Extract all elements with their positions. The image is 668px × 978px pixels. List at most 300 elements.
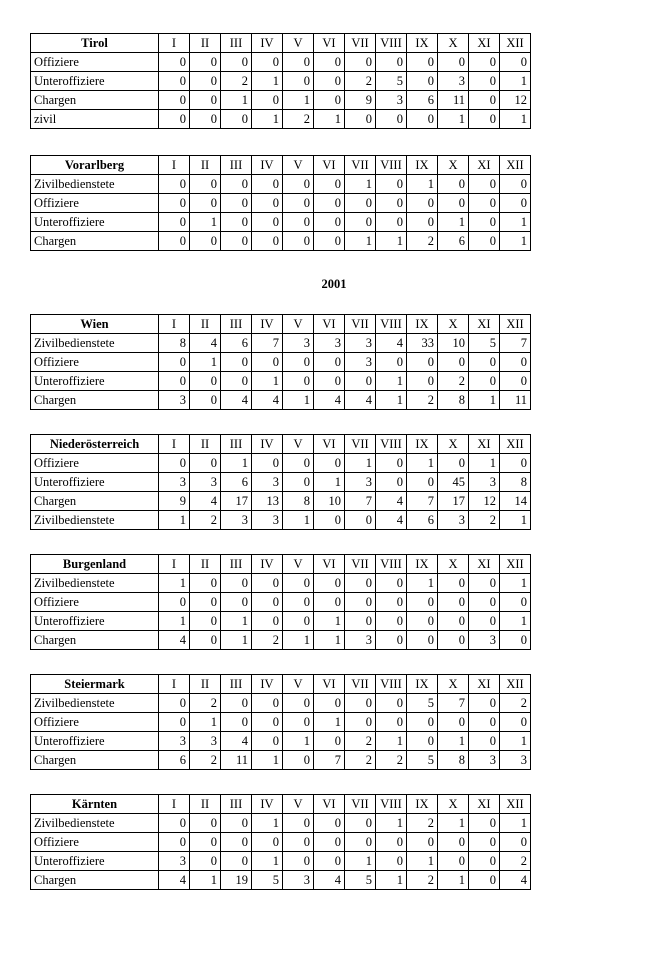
table-cell: 1 [314,473,345,492]
table-cell: 0 [221,213,252,232]
table-header-row [31,315,531,334]
month-header: X [438,34,469,53]
table-cell: 0 [190,391,221,410]
month-header: III [221,435,252,454]
table-row [31,732,531,751]
table-cell: 3 [159,732,190,751]
table-cell: 0 [159,53,190,72]
table-cell: 3 [376,91,407,110]
table-cell: 1 [438,732,469,751]
month-header: III [221,555,252,574]
table-cell: 0 [314,175,345,194]
table-cell: 1 [500,814,531,833]
table-cell: 2 [407,814,438,833]
table-cell: 1 [252,372,283,391]
table-cell: 0 [221,194,252,213]
table-cell: 1 [283,732,314,751]
table-cell: 0 [345,53,376,72]
table-cell: 5 [376,72,407,91]
table-cell: 1 [407,454,438,473]
month-header: XI [469,34,500,53]
table-cell: 0 [469,372,500,391]
table-cell: 7 [252,334,283,353]
month-header: VI [314,315,345,334]
month-header: VIII [376,435,407,454]
table-cell: 0 [159,454,190,473]
table-cell: 0 [345,593,376,612]
table-cell: 0 [376,574,407,593]
table-cell: 0 [159,713,190,732]
table-cell: 0 [159,91,190,110]
table-cell: 5 [469,334,500,353]
table-cell: 7 [345,492,376,511]
table-cell: 6 [407,511,438,530]
table-cell: 0 [283,175,314,194]
table-cell: 0 [221,593,252,612]
table-row [31,175,531,194]
table-cell: 3 [469,473,500,492]
table-header-row [31,156,531,175]
row-label: Offiziere [31,593,159,612]
table-cell: 14 [500,492,531,511]
month-header: VII [345,435,376,454]
table-cell: 3 [190,732,221,751]
month-header: XII [500,34,531,53]
table-cell: 2 [190,694,221,713]
month-header: XI [469,315,500,334]
table-cell: 0 [469,833,500,852]
table-cell: 0 [252,694,283,713]
table-cell: 0 [376,593,407,612]
table-cell: 0 [438,194,469,213]
table-cell: 0 [438,53,469,72]
table-cell: 7 [438,694,469,713]
table-cell: 3 [159,391,190,410]
table-cell: 0 [376,631,407,650]
table-cell: 2 [345,72,376,91]
month-header: IV [252,435,283,454]
table-cell: 0 [407,194,438,213]
table-cell: 0 [469,732,500,751]
table-cell: 3 [252,473,283,492]
table-cell: 1 [283,631,314,650]
table-cell: 0 [500,454,531,473]
table-cell: 0 [221,53,252,72]
table-cell: 1 [190,713,221,732]
table-cell: 3 [283,871,314,890]
table-cell: 11 [438,91,469,110]
table-cell: 0 [376,110,407,129]
month-header: X [438,156,469,175]
table-cell: 3 [190,473,221,492]
month-header: III [221,315,252,334]
table-cell: 0 [190,175,221,194]
table-cell: 0 [500,593,531,612]
table-cell: 6 [159,751,190,770]
table-cell: 1 [407,852,438,871]
table-cell: 1 [252,814,283,833]
table-cell: 0 [438,593,469,612]
month-header: V [283,435,314,454]
table-cell: 1 [190,871,221,890]
month-header: IV [252,34,283,53]
table-cell: 0 [283,72,314,91]
month-header: VII [345,675,376,694]
region-table [30,155,531,251]
table-row [31,473,531,492]
table-cell: 0 [252,454,283,473]
table-cell: 1 [314,110,345,129]
table-cell: 4 [314,871,345,890]
month-header: III [221,34,252,53]
month-header: IX [407,675,438,694]
table-cell: 0 [314,213,345,232]
table-cell: 3 [314,334,345,353]
month-header: XI [469,795,500,814]
region-name: Steiermark [31,675,159,694]
table-cell: 0 [190,454,221,473]
table-cell: 1 [500,612,531,631]
table-cell: 0 [469,175,500,194]
table-cell: 0 [345,213,376,232]
table-cell: 1 [190,213,221,232]
month-header: II [190,555,221,574]
table-cell: 0 [407,72,438,91]
table-row [31,814,531,833]
table-cell: 0 [283,353,314,372]
table-cell: 0 [190,110,221,129]
table-cell: 0 [283,814,314,833]
row-label: Unteroffiziere [31,473,159,492]
table-cell: 0 [252,91,283,110]
row-label: Chargen [31,871,159,890]
table-cell: 3 [345,353,376,372]
table-cell: 0 [283,213,314,232]
table-cell: 1 [345,852,376,871]
table-cell: 2 [283,110,314,129]
table-cell: 8 [283,492,314,511]
month-header: X [438,795,469,814]
month-header: XII [500,315,531,334]
table-cell: 1 [159,574,190,593]
table-row [31,110,531,129]
region-table [30,794,531,890]
table-cell: 0 [221,232,252,251]
table-cell: 3 [345,473,376,492]
table-cell: 0 [407,593,438,612]
month-header: IV [252,795,283,814]
month-header: XII [500,435,531,454]
table-cell: 9 [345,91,376,110]
table-cell: 3 [469,631,500,650]
table-cell: 0 [159,175,190,194]
month-header: I [159,555,190,574]
table-row [31,353,531,372]
table-cell: 0 [407,53,438,72]
table-row [31,213,531,232]
table-cell: 0 [469,871,500,890]
region-table [30,33,531,129]
table-cell: 0 [376,612,407,631]
table-cell: 1 [345,175,376,194]
table-cell: 0 [438,833,469,852]
table-cell: 0 [252,612,283,631]
row-label: Chargen [31,232,159,251]
month-header: XII [500,795,531,814]
month-header: VIII [376,156,407,175]
table-cell: 0 [345,110,376,129]
table-cell: 4 [376,511,407,530]
month-header: III [221,675,252,694]
table-cell: 0 [438,612,469,631]
table-cell: 0 [283,713,314,732]
month-header: IV [252,156,283,175]
table-cell: 0 [500,53,531,72]
month-header: XI [469,156,500,175]
table-row [31,871,531,890]
table-cell: 0 [221,175,252,194]
row-label: Chargen [31,492,159,511]
table-row [31,72,531,91]
table-cell: 0 [469,110,500,129]
table-cell: 0 [221,372,252,391]
table-cell: 0 [221,110,252,129]
table-header-row [31,555,531,574]
table-cell: 1 [438,213,469,232]
table-header-row [31,675,531,694]
table-cell: 0 [376,852,407,871]
table-cell: 0 [407,213,438,232]
table-cell: 0 [314,454,345,473]
table-cell: 0 [376,473,407,492]
table-cell: 0 [407,110,438,129]
table-cell: 0 [190,372,221,391]
table-cell: 4 [221,732,252,751]
month-header: XI [469,435,500,454]
table-cell: 2 [221,72,252,91]
row-label: Zivilbedienstete [31,334,159,353]
table-cell: 1 [283,391,314,410]
table-cell: 1 [345,232,376,251]
table-cell: 0 [252,53,283,72]
table-cell: 0 [407,713,438,732]
table-cell: 1 [407,574,438,593]
region-table [30,674,531,770]
month-header: IV [252,675,283,694]
table-cell: 0 [283,53,314,72]
table-cell: 0 [438,175,469,194]
table-cell: 0 [407,833,438,852]
row-label: Offiziere [31,713,159,732]
table-cell: 0 [438,713,469,732]
table-cell: 0 [221,353,252,372]
table-cell: 0 [314,72,345,91]
table-cell: 6 [221,473,252,492]
table-cell: 0 [190,833,221,852]
month-header: IX [407,435,438,454]
table-row [31,232,531,251]
row-label: Unteroffiziere [31,72,159,91]
row-label: Zivilbedienstete [31,175,159,194]
table-cell: 0 [190,612,221,631]
table-cell: 2 [407,871,438,890]
table-cell: 17 [438,492,469,511]
month-header: V [283,555,314,574]
table-cell: 0 [221,833,252,852]
row-label: Chargen [31,91,159,110]
table-cell: 0 [221,814,252,833]
table-cell: 6 [438,232,469,251]
table-cell: 0 [345,612,376,631]
table-cell: 4 [190,492,221,511]
month-header: V [283,315,314,334]
table-cell: 0 [314,852,345,871]
table-cell: 0 [314,353,345,372]
table-cell: 4 [190,334,221,353]
table-cell: 1 [221,631,252,650]
table-cell: 17 [221,492,252,511]
table-row [31,612,531,631]
month-header: VI [314,34,345,53]
table-cell: 0 [469,213,500,232]
row-label: Offiziere [31,53,159,72]
table-cell: 0 [469,232,500,251]
table-cell: 0 [283,593,314,612]
month-header: II [190,675,221,694]
table-cell: 0 [469,194,500,213]
table-cell: 0 [469,574,500,593]
region-table [30,314,531,410]
row-label: Zivilbedienstete [31,694,159,713]
table-cell: 0 [469,353,500,372]
table-cell: 10 [438,334,469,353]
table-cell: 0 [376,694,407,713]
region-name: Niederösterreich [31,435,159,454]
table-cell: 1 [500,732,531,751]
table-cell: 0 [283,612,314,631]
table-cell: 5 [407,694,438,713]
table-cell: 6 [221,334,252,353]
table-cell: 0 [376,353,407,372]
table-cell: 8 [438,751,469,770]
row-label: Unteroffiziere [31,852,159,871]
table-row [31,574,531,593]
table-cell: 0 [221,574,252,593]
table-cell: 0 [345,713,376,732]
table-cell: 13 [252,492,283,511]
table-cell: 0 [283,852,314,871]
table-cell: 0 [407,473,438,492]
row-label: Unteroffiziere [31,213,159,232]
region-table [30,554,531,650]
table-cell: 11 [500,391,531,410]
table-row [31,751,531,770]
table-cell: 2 [252,631,283,650]
table-cell: 3 [252,511,283,530]
month-header: VII [345,795,376,814]
table-cell: 0 [407,372,438,391]
table-cell: 0 [500,631,531,650]
table-cell: 2 [407,232,438,251]
table-cell: 3 [469,751,500,770]
table-cell: 0 [345,814,376,833]
table-cell: 0 [283,833,314,852]
table-cell: 0 [314,574,345,593]
table-cell: 1 [469,454,500,473]
month-header: II [190,435,221,454]
table-cell: 0 [314,372,345,391]
table-cell: 3 [283,334,314,353]
table-cell: 0 [376,194,407,213]
table-cell: 0 [221,694,252,713]
month-header: VI [314,435,345,454]
table-row [31,454,531,473]
region-name: Burgenland [31,555,159,574]
month-header: VIII [376,315,407,334]
table-cell: 1 [314,631,345,650]
table-cell: 2 [345,751,376,770]
table-cell: 2 [500,852,531,871]
table-cell: 0 [283,454,314,473]
row-label: Offiziere [31,353,159,372]
row-label: zivil [31,110,159,129]
table-cell: 0 [190,593,221,612]
table-row [31,833,531,852]
table-cell: 1 [376,391,407,410]
table-cell: 0 [314,694,345,713]
month-header: II [190,795,221,814]
table-cell: 0 [469,53,500,72]
table-cell: 0 [407,353,438,372]
table-cell: 0 [376,713,407,732]
table-cell: 7 [314,751,345,770]
row-label: Unteroffiziere [31,732,159,751]
table-cell: 0 [159,694,190,713]
table-cell: 0 [469,814,500,833]
table-cell: 1 [376,232,407,251]
table-cell: 0 [500,833,531,852]
table-cell: 0 [252,232,283,251]
table-row [31,631,531,650]
table-cell: 4 [159,871,190,890]
table-cell: 0 [314,194,345,213]
table-cell: 0 [159,194,190,213]
row-label: Zivilbedienstete [31,814,159,833]
table-cell: 0 [314,91,345,110]
row-label: Offiziere [31,454,159,473]
table-cell: 0 [252,213,283,232]
month-header: IV [252,315,283,334]
table-cell: 0 [438,574,469,593]
month-header: I [159,435,190,454]
table-cell: 1 [500,72,531,91]
table-cell: 4 [376,492,407,511]
table-cell: 0 [252,593,283,612]
table-row [31,511,531,530]
table-cell: 0 [345,833,376,852]
table-cell: 1 [345,454,376,473]
month-header: IX [407,795,438,814]
table-cell: 0 [407,631,438,650]
month-header: IX [407,555,438,574]
month-header: X [438,555,469,574]
row-label: Chargen [31,631,159,650]
table-cell: 4 [314,391,345,410]
month-header: I [159,315,190,334]
table-cell: 7 [407,492,438,511]
table-row [31,852,531,871]
table-cell: 0 [252,175,283,194]
